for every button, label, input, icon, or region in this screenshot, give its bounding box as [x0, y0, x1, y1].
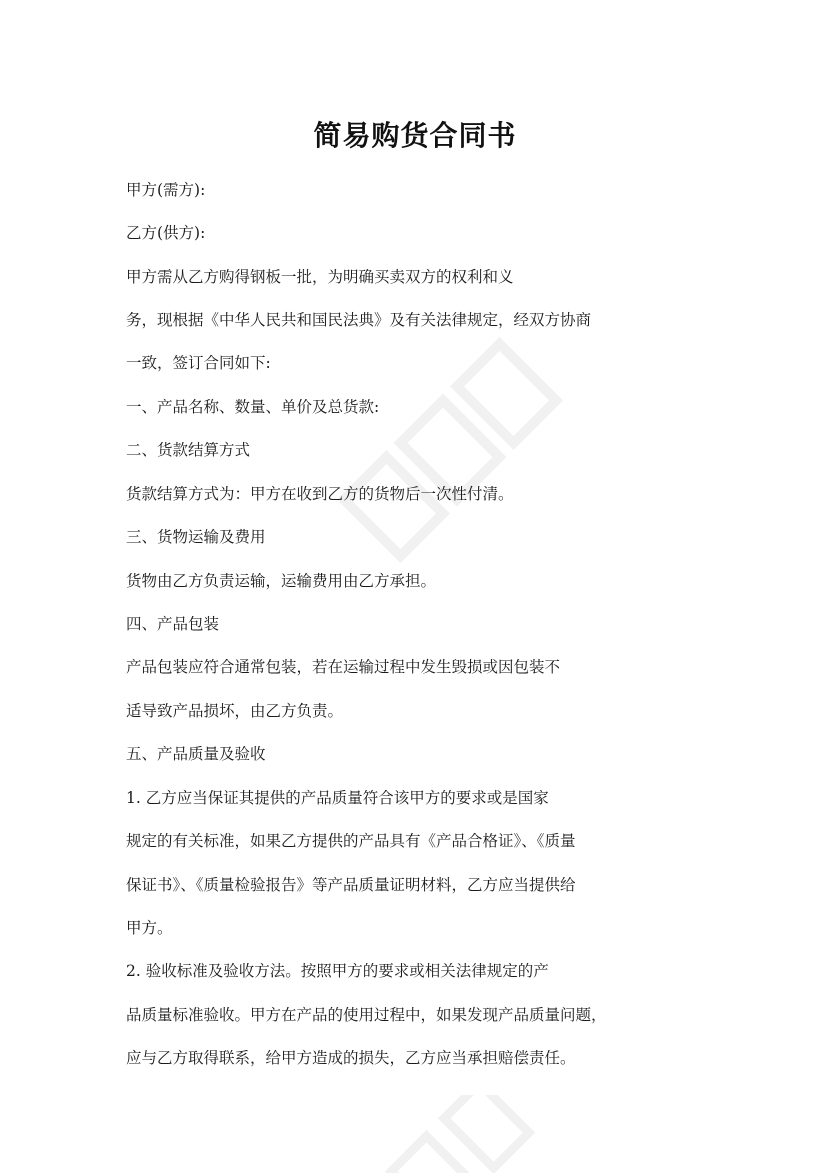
section-1-heading: 一、产品名称、数量、单价及总货款: [126, 398, 380, 416]
section-4-text-1: 产品包装应符合通常包装，若在运输过程中发生毁损或因包装不 [126, 658, 561, 676]
clause-1-line-4: 甲方。 [126, 919, 173, 937]
section-4-text-2: 适导致产品损坏，由乙方负责。 [126, 702, 344, 720]
section-3-heading: 三、货物运输及费用 [126, 528, 266, 546]
clause-1-line-1: 1. 乙方应当保证其提供的产品质量符合该甲方的要求或是国家 [126, 789, 549, 807]
party-a-line: 甲方(需方): [126, 181, 206, 199]
clause-1-line-3: 保证书》、《质量检验报告》等产品质量证明材料，乙方应当提供给 [126, 876, 576, 894]
section-3-text: 货物由乙方负责运输，运输费用由乙方承担。 [126, 572, 437, 590]
clause-2-line-1: 2. 验收标准及验收方法。按照甲方的要求或相关法律规定的产 [126, 962, 549, 980]
intro-line-1: 甲方需从乙方购得钢板一批，为明确买卖双方的权利和义 [126, 268, 514, 286]
watermark-bottom-icon [300, 1095, 560, 1173]
section-5-heading: 五、产品质量及验收 [126, 745, 266, 763]
clause-2-line-3: 应与乙方取得联系，给甲方造成的损失，乙方应当承担赔偿责任。 [126, 1049, 576, 1067]
section-2-heading: 二、货款结算方式 [126, 441, 251, 459]
clause-1-line-2: 规定的有关标准，如果乙方提供的产品具有《产品合格证》、《质量 [126, 832, 576, 850]
watermark-icon [300, 300, 600, 600]
intro-line-3: 一致，签订合同如下: [126, 354, 271, 372]
party-b-line: 乙方(供方): [126, 224, 206, 242]
intro-line-2: 务，现根据《中华人民共和国民法典》及有关法律规定，经双方协商 [126, 311, 592, 329]
section-2-text: 货款结算方式为：甲方在收到乙方的货物后一次性付清。 [126, 485, 514, 503]
clause-2-line-2: 品质量标准验收。甲方在产品的使用过程中，如果发现产品质量问题， [126, 1006, 607, 1024]
document-title: 简易购货合同书 [313, 119, 517, 152]
section-4-heading: 四、产品包装 [126, 615, 220, 633]
